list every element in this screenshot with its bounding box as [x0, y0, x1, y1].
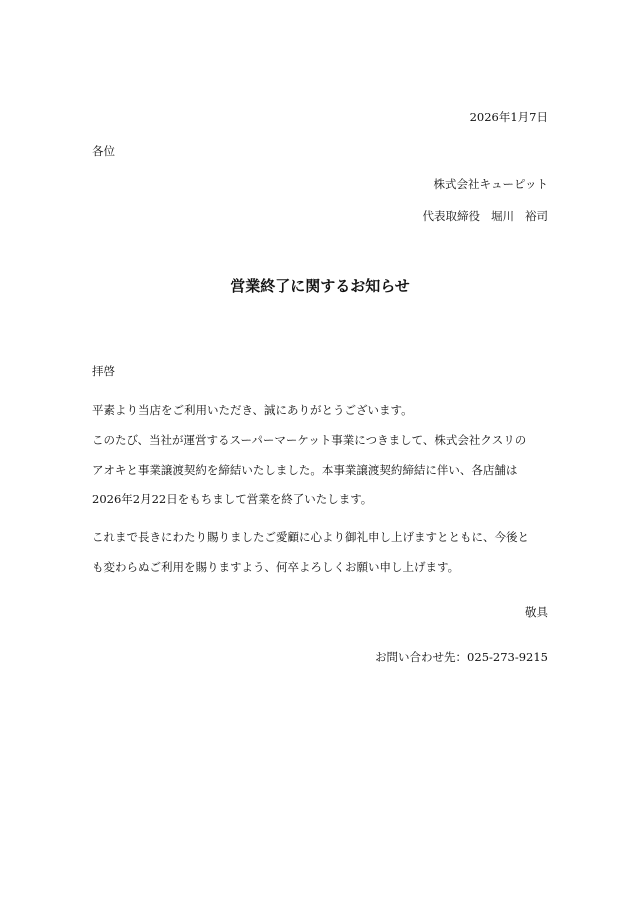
recipient: 各位: [92, 144, 115, 158]
contact-info: お問い合わせ先：025-273-9215: [375, 650, 548, 664]
sender-company: 株式会社キューピット: [433, 177, 548, 191]
sender-surname: 堀川: [491, 209, 514, 223]
sender-title: 代表取締役: [422, 209, 480, 223]
body-line: このたび、当社が運営するスーパーマーケット事業につきまして、株式会社クスリの: [92, 433, 527, 447]
salutation: 拝啓: [92, 364, 115, 378]
body-line: これまで長きにわたり賜りましたご愛顧に心より御礼申し上げますとともに、今後と: [92, 530, 529, 544]
letter-date: 2026年1月7日: [469, 110, 548, 124]
body-line: アオキと事業譲渡契約を締結いたしました。本事業譲渡契約締結に伴い、各店舗は: [92, 463, 518, 477]
closing: 敬具: [525, 605, 548, 619]
sender-signature: [423, 208, 549, 224]
body-line: 平素より当店をご利用いただき、誠にありがとうございます。: [92, 403, 413, 417]
body-line: も変わらぬご利用を賜りますよう、何卒よろしくお願い申し上げます。: [92, 560, 460, 574]
page-title: 営業終了に関するお知らせ: [230, 277, 410, 295]
body-line: 2026年2月22日をもちまして営業を終了いたします。: [92, 492, 373, 506]
sender-given-name: 裕司: [525, 209, 548, 223]
